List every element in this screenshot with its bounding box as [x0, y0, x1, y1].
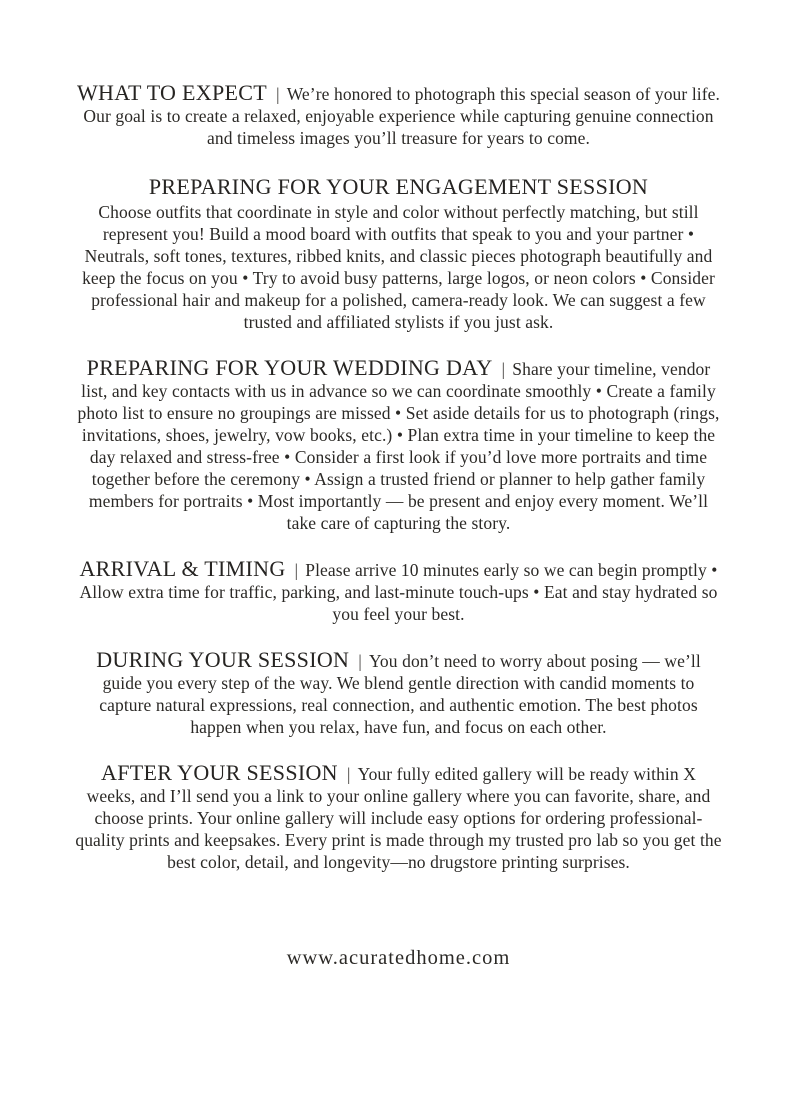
section-paragraph: [75, 357, 723, 534]
section-paragraph: [75, 558, 723, 625]
section-during-session: [75, 649, 723, 738]
section-heading: ARRIVAL & TIMING: [79, 556, 286, 581]
section-body: You don’t need to worry about posing — we’ll guide you every step of the way. We blend gentle direction with candid moments to capture natural expressions, real connection, and authentic emotion. The best photos happen when you relax, have fun, and focus on each other.: [99, 651, 701, 737]
section-paragraph: [75, 82, 723, 149]
section-paragraph: [75, 649, 723, 738]
section-body: Choose outfits that coordinate in style and color without perfectly matching, but still represent you! Build a mood board with outfits that speak to you and your partner • Neutrals, soft tones, textures, ribbed knits, and classic pieces photograph beautifully and keep the focus on you • Try to avoid busy patterns, large logos, or neon colors • Consider professional hair and makeup for a polished, camera-ready look. We can suggest a few trusted and affiliated stylists if you just ask.: [82, 202, 715, 332]
section-heading: PREPARING FOR YOUR WEDDING DAY: [86, 355, 493, 380]
section-wedding-day: [75, 357, 723, 534]
section-body: We’re honored to photograph this special season of your life. Our goal is to create a relaxed, enjoyable experience while capturing genuine connection and timeless images you’ll treasure for years to come.: [83, 84, 721, 148]
section-paragraph: [75, 762, 723, 873]
section-heading: PREPARING FOR YOUR ENGAGEMENT SESSION: [148, 174, 649, 199]
document-content: [75, 82, 723, 970]
heading-divider: |: [501, 359, 506, 379]
heading-divider: |: [275, 84, 280, 104]
section-after-session: [75, 762, 723, 873]
section-body: Please arrive 10 minutes early so we can begin promptly • Allow extra time for traffic, parking, and last-minute touch-ups • Eat and stay hydrated so you feel your best.: [79, 560, 718, 624]
section-arrival-timing: [75, 558, 723, 625]
section-heading: DURING YOUR SESSION: [96, 647, 350, 672]
heading-divider: |: [346, 764, 351, 784]
section-paragraph: [75, 201, 723, 333]
section-heading: AFTER YOUR SESSION: [101, 760, 338, 785]
section-body: Share your timeline, vendor list, and key contacts with us in advance so we can coordinate smoothly • Create a family photo list to ensure no groupings are missed • Set aside details for us to photograph (rings, invitations, shoes, jewelry, vow books, etc.) • Plan extra time in your timeline to keep the day relaxed and stress-free • Consider a first look if you’d love more portraits and time together before the ceremony • Assign a trusted friend or planner to help gather family members for portraits • Most importantly — be present and enjoy every moment. We’ll take care of capturing the story.: [77, 359, 720, 533]
section-what-to-expect: [75, 82, 723, 149]
heading-divider: |: [294, 560, 299, 580]
heading-divider: |: [358, 651, 362, 671]
section-engagement-session: [75, 173, 723, 333]
footer-url: www.acuratedhome.com: [286, 947, 511, 969]
section-heading: WHAT TO EXPECT: [76, 80, 267, 105]
section-body: Your fully edited gallery will be ready within X weeks, and I’ll send you a link to your online gallery where you can favorite, share, and choose prints. Your online gallery will include easy options for ordering professional-quality prints and keepsakes. Every print is made through my trusted pro lab so you get the best color, detail, and longevity—no drugstore printing surprises.: [75, 764, 722, 872]
